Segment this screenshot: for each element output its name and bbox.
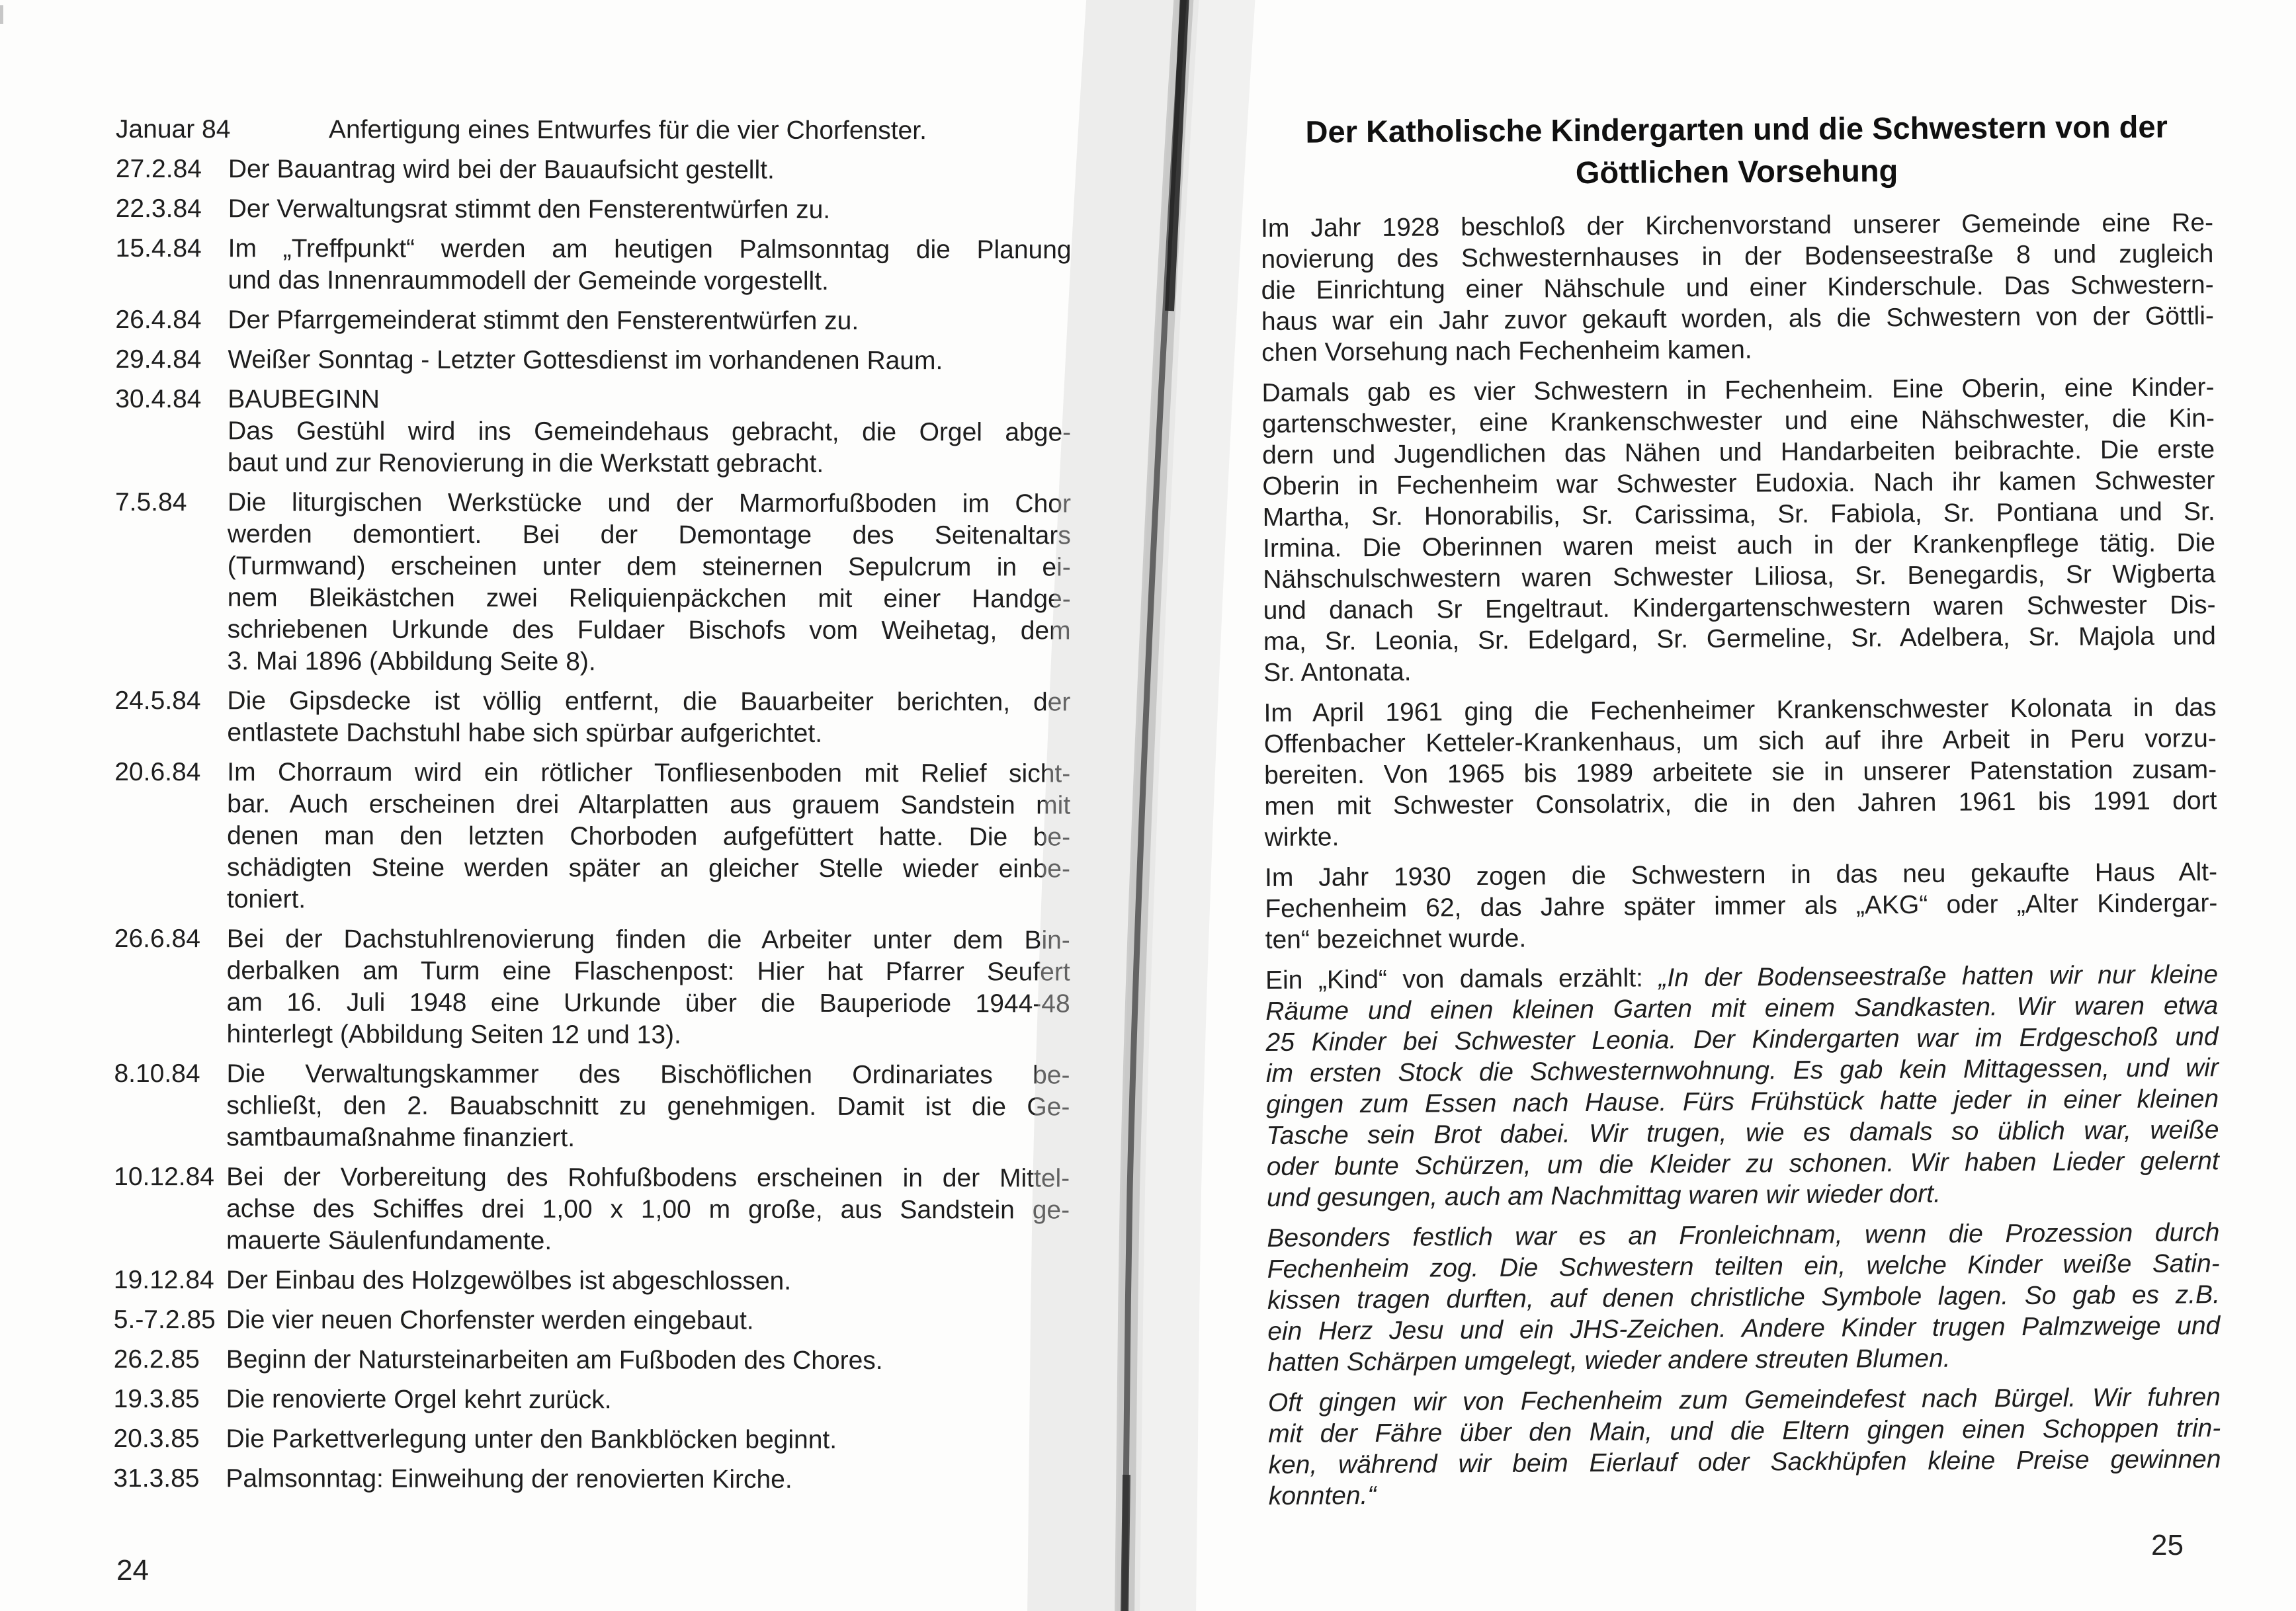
text-line: Im „Treffpunkt“ werden am heutigen Palmsonntag die Planung [228, 234, 1072, 265]
text-line: achse des Schiffes drei 1,00 x 1,00 m große, aus Sandstein ge- [226, 1194, 1070, 1225]
timeline-date: 26.6.84 [114, 924, 200, 954]
text-line: Die Verwaltungskammer des Bischöflichen Ordinariates be- [226, 1059, 1070, 1090]
timeline-entry [114, 1344, 1072, 1378]
text-line: konnten.“ [1268, 1481, 1377, 1510]
timeline-date: 20.6.84 [114, 757, 201, 787]
timeline-date: 20.3.85 [113, 1424, 200, 1454]
timeline-date: 26.4.84 [115, 305, 202, 335]
text-line: bereiten. Von 1965 bis 1989 arbeitete sie in unserer Patenstation zusam- [1264, 755, 2217, 790]
timeline-text [228, 487, 1072, 679]
text-line: mauerte Säulenfundamente. [226, 1226, 552, 1256]
paragraph [1261, 372, 2216, 688]
timeline-entry [114, 1304, 1072, 1338]
text-line: men mit Schwester Consolatrix, die in den Jahren 1961 bis 1991 dort [1264, 786, 2217, 821]
text-line: hinterlegt (Abbildung Seiten 12 und 13). [226, 1020, 681, 1050]
timeline-date: 31.3.85 [113, 1464, 200, 1493]
scan-artifact-mark [0, 5, 3, 24]
text-line: Bei der Vorbereitung des Rohfußbodens erscheinen in der Mittel- [226, 1163, 1070, 1193]
timeline-text [228, 233, 1072, 298]
text-line: Die vier neuen Chorfenster werden eingebaut. [226, 1305, 754, 1335]
text-line: baut und zur Renovierung in die Werkstatt gebracht. [228, 448, 824, 478]
text-line: gartenschwester, eine Krankenschwester und eine Nähschwester, die Kin- [1261, 404, 2215, 438]
text-line: Fechenheim zog. Die Schwestern teilten ein, welche Kinder weiße Satin- [1267, 1249, 2220, 1284]
text-line: Räume und einen kleinen Garten mit einem Sandkasten. Wir waren etwa [1265, 991, 2219, 1026]
text-line: Tasche sein Brot dabei. Wir trugen, wie es damals so üblich war, weiße [1266, 1116, 2219, 1150]
text-line: schriebenen Urkunde des Fuldaer Bischofs vom Weihetag, dem [227, 615, 1071, 645]
left-page [113, 114, 1074, 1505]
page-number-left: 24 [116, 1554, 149, 1587]
text-line: Das Gestühl wird ins Gemeindehaus gebracht, die Orgel abge- [228, 417, 1072, 447]
timeline-entry [114, 923, 1072, 1052]
timeline-entry [115, 304, 1073, 338]
text-line: samtbaumaßnahme finanziert. [226, 1123, 575, 1153]
text-line: Weißer Sonntag - Letzter Gottesdienst im vorhandenen Raum. [228, 345, 943, 376]
quote-text: „In der Bodenseestraße hatten wir nur kleine [1658, 960, 2219, 993]
text-line: Bei der Dachstuhlrenovierung finden die Arbeiter unter dem Bin- [226, 925, 1070, 955]
timeline-entry [114, 1264, 1072, 1298]
timeline-date: 26.2.85 [113, 1344, 200, 1374]
text-line: werden demontiert. Bei der Demontage des Seitenaltars [227, 520, 1071, 550]
timeline-date: Januar 84 [115, 115, 231, 144]
text-line: denen man den letzten Chorboden aufgefüttert hatte. Die be- [227, 821, 1071, 852]
text-line: und gesungen, auch am Nachmittag waren wir wieder dort. [1266, 1179, 1941, 1212]
text-line: Die Gipsdecke ist völlig entfernt, die Bauarbeiter berichten, der [227, 686, 1071, 717]
text-line: nem Bleikästchen zwei Reliquienpäckchen mit einer Handge- [227, 583, 1071, 614]
text-line: novierung des Schwesternhauses in der Bodenseestraße 8 und zugleich [1261, 239, 2214, 274]
timeline-text [227, 757, 1070, 917]
text-line: Im Jahr 1930 zogen die Schwestern in das neu gekaufte Haus Alt- [1264, 858, 2218, 892]
chapter-title [1260, 105, 2213, 196]
timeline-entry [116, 193, 1074, 227]
text-line: Oberin in Fechenheim war Schwester Eudoxia. Nach ihr kamen Schwester [1262, 466, 2215, 501]
text-line: Besonders festlich war es an Fronleichnam, wenn die Prozession durch [1267, 1218, 2220, 1253]
timeline-text [226, 1304, 1070, 1337]
text-line: toniert. [226, 885, 306, 914]
text-line: haus war ein Jahr zuvor gekauft worden, als die Schwestern von der Göttli- [1261, 302, 2215, 336]
text-line: Martha, Sr. Honorabilis, Sr. Carissima, Sr. Fabiola, Sr. Pontiana und Sr. [1262, 497, 2215, 532]
text-line: mit der Fähre über den Main, und die Eltern gingen einen Schoppen trin- [1268, 1414, 2221, 1448]
text-line: kissen tragen durften, auf denen christliche Symbole lagen. So gab es z.B. [1267, 1280, 2221, 1315]
text-line: im ersten Stock die Schwesternwohnung. Es gab kein Mittagessen, und wir [1265, 1053, 2219, 1088]
text-line: oder bunte Schürzen, um die Kleider zu schonen. Wir haben Lieder gelernt [1266, 1147, 2219, 1181]
timeline-text [226, 1384, 1070, 1417]
timeline-text [226, 1264, 1070, 1298]
timeline-text [226, 1344, 1070, 1377]
paragraph [1267, 1217, 2220, 1378]
timeline-entry [115, 487, 1074, 679]
text-line: Palmsonntag: Einweihung der renovierten Kirche. [226, 1464, 792, 1494]
timeline-date: 7.5.84 [114, 487, 187, 517]
timeline-text [226, 1423, 1069, 1456]
timeline-entry [116, 114, 1074, 147]
chapter-title-line: Der Katholische Kindergarten und die Schwestern von der [1305, 108, 2168, 149]
text-line: Der Verwaltungsrat stimmt den Fensterentwürfen zu. [228, 194, 831, 224]
text-line: Oft gingen wir von Fechenheim zum Gemeindefest nach Bürgel. Wir fuhren [1267, 1383, 2221, 1417]
text-line: Die liturgischen Werkstücke und der Marmorfußboden im Chor [227, 488, 1072, 518]
text-line: Der Einbau des Holzgewölbes ist abgeschlossen. [226, 1266, 792, 1296]
timeline-date: 24.5.84 [114, 686, 201, 716]
text-line: Beginn der Natursteinarbeiten am Fußboden des Chores. [226, 1345, 883, 1376]
text-line: ken, während wir beim Eierlauf oder Sackhüpfen kleine Preise gewinnen [1268, 1445, 2221, 1479]
timeline-text [228, 114, 1072, 147]
text-line: wirkte. [1264, 823, 1339, 852]
paragraph [1261, 207, 2214, 368]
text-line: Damals gab es vier Schwestern in Fechenheim. Eine Oberin, eine Kinder- [1261, 373, 2215, 407]
text-line: Im Chorraum wird ein rötlicher Tonfliesenboden mit Relief sicht- [227, 758, 1071, 788]
page-number-right: 25 [2151, 1529, 2184, 1561]
text-line: Die renovierte Orgel kehrt zurück. [226, 1385, 612, 1415]
paragraph [1263, 692, 2217, 853]
text-line: gingen zum Essen nach Hause. Fürs Frühstück hatte jeder in einer kleinen [1266, 1085, 2219, 1119]
timeline-entry [114, 1384, 1072, 1417]
timeline-entry [113, 1463, 1071, 1497]
text-line: Der Pfarrgemeinderat stimmt den Fensterentwürfen zu. [228, 306, 859, 335]
timeline-text [228, 344, 1071, 377]
text-line: Nähschulschwestern waren Schwester Liliosa, Sr. Benegardis, Sr Wigberta [1263, 559, 2216, 594]
paragraph [1268, 1382, 2221, 1512]
text-line: (Turmwand) erscheinen unter dem steinernen Sepulcrum in ei- [227, 552, 1071, 582]
timeline-entry [115, 344, 1073, 378]
text-line: Die Parkettverlegung unter den Bankblöcken beginnt. [226, 1425, 837, 1454]
timeline-date: 15.4.84 [115, 233, 202, 263]
right-page [1260, 105, 2221, 1521]
timeline-date: 5.-7.2.85 [113, 1305, 216, 1335]
timeline-text [226, 1463, 1069, 1496]
text-line: bar. Auch erscheinen drei Altarplatten aus grauem Sandstein mit [227, 790, 1071, 820]
timeline-text [228, 384, 1071, 480]
timeline-date: 10.12.84 [114, 1162, 215, 1192]
text-line: 25 Kinder bei Schwester Leonia. Der Kindergarten war im Erdgeschoß und [1265, 1022, 2219, 1057]
text-line: am 16. Juli 1948 eine Urkunde über die Bauperiode 1944-48 [226, 988, 1070, 1018]
text-line: ma, Sr. Leonia, Sr. Edelgard, Sr. Germeline, Sr. Adelbera, Sr. Majola und [1263, 622, 2217, 656]
narration-text: Ein „Kind“ von damals erzählt: [1265, 964, 1659, 995]
text-line: ein Herz Jesu und ein JHS-Zeichen. Andere Kinder trugen Palmzweige und [1267, 1311, 2221, 1346]
timeline-date: 30.4.84 [115, 384, 202, 414]
paragraphs [1261, 207, 2221, 1512]
timeline-date: 29.4.84 [115, 345, 202, 374]
timeline-date: 27.2.84 [115, 154, 202, 184]
text-line: Sr. Antonata. [1263, 657, 1412, 687]
text-line: ten“ bezeichnet wurde. [1265, 924, 1527, 954]
text-line: Irmina. Die Oberinnen waren meist auch in der Krankenpflege tätig. Die [1262, 528, 2216, 563]
text-line: chen Vorsehung nach Fechenheim kamen. [1261, 335, 1752, 367]
timeline-date: 19.3.85 [113, 1384, 200, 1414]
chapter-title-line: Göttlichen Vorsehung [1575, 153, 1898, 190]
text-line: die Einrichtung einer Nähschule und einer Kinderschule. Das Schwestern- [1261, 270, 2214, 305]
timeline-text [227, 923, 1070, 1052]
paragraph [1265, 856, 2218, 956]
timeline-entry [116, 233, 1074, 298]
timeline-entry [115, 384, 1073, 481]
timeline-entry [113, 1423, 1071, 1457]
timeline-text [228, 304, 1071, 337]
text-line: Anfertigung eines Entwurfes für die vier Chorfenster. [328, 115, 927, 145]
timeline-date: 8.10.84 [114, 1059, 200, 1089]
timeline-entry [114, 685, 1072, 751]
paragraph [1265, 959, 2219, 1214]
timeline-text [228, 153, 1072, 186]
timeline-date: 19.12.84 [113, 1265, 214, 1295]
timeline-entry [114, 1058, 1072, 1155]
timeline-text [226, 1058, 1070, 1155]
timeline-text [228, 193, 1072, 226]
text-line: entlastete Dachstuhl habe sich spürbar aufgerichtet. [227, 718, 823, 748]
text-line: BAUBEGINN [228, 385, 380, 414]
text-line: Fechenheim 62, das Jahre später immer als „AKG“ oder „Alter Kindergar- [1265, 889, 2218, 923]
text-line: Offenbacher Ketteler-Krankenhaus, um sich auf ihre Arbeit in Peru vorzu- [1263, 724, 2217, 759]
timeline-date: 22.3.84 [115, 194, 202, 224]
text-line: und das Innenraummodell der Gemeinde vorgestellt. [228, 266, 829, 296]
text-line: Im Jahr 1928 beschloß der Kirchenvorstand unserer Gemeinde eine Re- [1260, 208, 2214, 243]
text-line: schließt, den 2. Bauabschnitt zu genehmigen. Damit ist die Ge- [226, 1091, 1070, 1122]
text-line: derbalken am Turm eine Flaschenpost: Hier hat Pfarrer Seufert [226, 956, 1070, 987]
timeline-text [226, 1161, 1070, 1258]
text-line: und danach Sr Engeltraut. Kindergartenschwestern waren Schwester Dis- [1263, 591, 2216, 625]
timeline-entry [114, 1161, 1072, 1259]
text-line: dern und Jugendlichen das Nähen und Handarbeiten beibrachte. Die erste [1262, 435, 2215, 470]
timeline-entry [114, 757, 1072, 917]
text-line: Im April 1961 ging die Fechenheimer Krankenschwester Kolonata in das [1263, 693, 2217, 727]
text-line: schädigten Steine werden später an gleicher Stelle wieder einbe- [226, 853, 1071, 884]
timeline [113, 114, 1074, 1497]
text-line: hatten Schärpen umgelegt, wieder andere streuten Blumen. [1267, 1344, 1951, 1377]
text-line: Der Bauantrag wird bei der Bauaufsicht gestellt. [228, 155, 775, 185]
timeline-entry [116, 153, 1074, 187]
timeline-text [227, 685, 1070, 750]
text-line: 3. Mai 1896 (Abbildung Seite 8). [227, 647, 596, 677]
